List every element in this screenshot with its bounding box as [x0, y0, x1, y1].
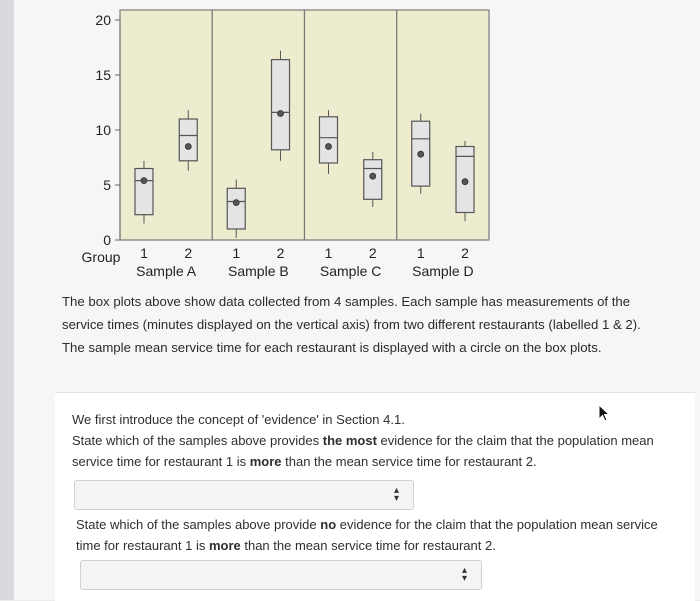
description-text: The box plots above show data collected from 4 samples. Each sample has measurements of the service times (minutes displayed on the vertical axis) from two different restaurants (labelled 1 & 2). The sample mean service time for each restaurant is displayed with a circle on the box plots. [62, 294, 641, 355]
box [135, 169, 153, 215]
q2-post: than the mean service time for restaurant 2. [240, 538, 496, 553]
question1-intro: We first introduce the concept of 'evidence' in Section 4.1. [72, 412, 405, 427]
box-plot-chart [0, 0, 700, 290]
question2-text [76, 514, 676, 556]
q2-mid: evidence for the claim that the population mean service time for restaurant 1 is [76, 517, 658, 553]
mean-point [418, 151, 424, 157]
mean-point [278, 111, 284, 117]
mean-point [233, 200, 239, 206]
sample-panel [212, 10, 304, 240]
mean-point [370, 173, 376, 179]
mean-point [185, 144, 191, 150]
sample-panel [120, 10, 212, 240]
group-tick-label: 2 [461, 245, 469, 261]
q1-mid: evidence for the claim that the population mean service time for restaurant 1 is [72, 433, 654, 469]
group-label: Group [81, 249, 121, 265]
mean-point [462, 179, 468, 185]
sample-label: Sample A [136, 263, 197, 279]
group-tick-label: 1 [416, 245, 425, 261]
answer1-select[interactable] [74, 480, 414, 510]
question1-text [72, 430, 672, 472]
y-tick-label: 0 [103, 232, 111, 248]
select-arrows-icon: ▴ ▾ [393, 485, 399, 504]
mouse-cursor-icon [597, 404, 611, 422]
mean-point [141, 178, 147, 184]
select-arrows-icon: ▴ ▾ [461, 565, 467, 584]
mean-point [325, 144, 331, 150]
q1-post: than the mean service time for restaurant 2. [281, 454, 537, 469]
box [272, 60, 290, 150]
sample-panel [397, 10, 489, 240]
y-tick-label: 20 [95, 12, 111, 28]
y-tick-label: 10 [95, 122, 111, 138]
q2-pre: State which of the samples above provide [76, 517, 321, 532]
y-tick-label: 5 [103, 177, 111, 193]
q1-bold-the-most: the most [322, 433, 377, 448]
q1-pre: State which of the samples above provides [72, 433, 323, 448]
group-tick-label: 1 [324, 245, 333, 261]
answer2-select[interactable] [80, 560, 482, 590]
q1-bold-more: more [249, 454, 282, 469]
chart-svg [0, 0, 700, 290]
q2-bold-no: no [320, 517, 337, 532]
group-tick-label: 2 [276, 245, 285, 261]
group-tick-label: 2 [368, 245, 377, 261]
group-tick-label: 1 [232, 245, 241, 261]
sample-panel [305, 10, 397, 240]
q2-bold-more: more [208, 538, 241, 553]
box [179, 119, 197, 161]
sample-label: Sample D [412, 263, 474, 279]
sample-label: Sample B [228, 263, 289, 279]
box [227, 188, 245, 229]
y-tick-label: 15 [95, 67, 111, 83]
group-tick-label: 2 [184, 245, 193, 261]
box [319, 117, 337, 163]
sample-label: Sample C [319, 263, 382, 279]
group-tick-label: 1 [140, 245, 148, 261]
